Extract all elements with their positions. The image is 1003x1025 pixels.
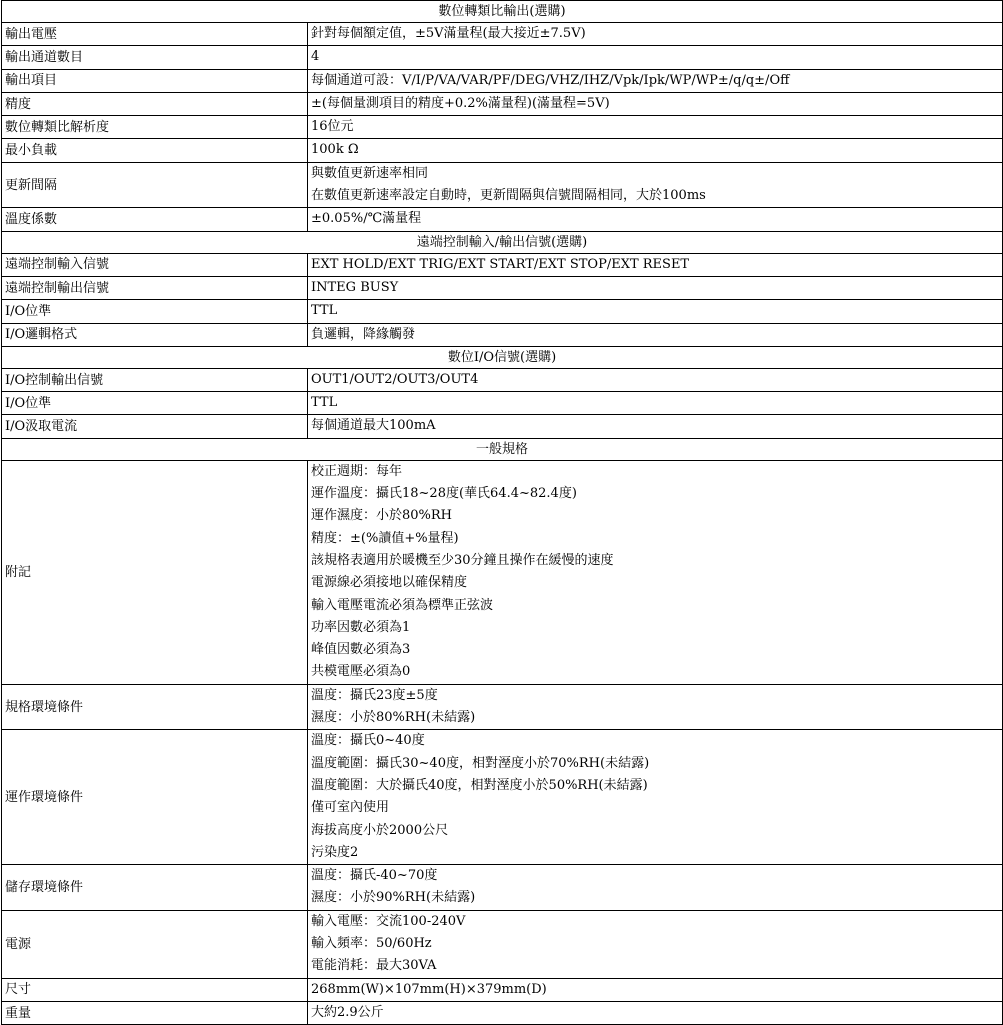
spec-value [308, 323, 1003, 346]
spec-value-line: 大約2.9公斤 [311, 1004, 384, 1020]
spec-row [2, 392, 1003, 415]
spec-value-line: 每個通道最大100mA [311, 418, 436, 434]
section-header-row [2, 438, 1003, 460]
spec-value-line: ±(每個量測項目的精度+0.2%滿量程)(滿量程=5V) [311, 95, 610, 111]
spec-value [308, 276, 1003, 299]
spec-row [2, 730, 1003, 865]
spec-value-line: 溫度：攝氏-40~70度 [311, 868, 438, 884]
spec-label: 精度 [2, 92, 308, 115]
spec-label: 重量 [2, 1001, 308, 1024]
spec-label: I/O控制輸出信號 [2, 368, 308, 391]
spec-value [308, 978, 1003, 1001]
spec-value-line: 運作濕度：小於80%RH [311, 508, 453, 524]
spec-row [2, 92, 1003, 115]
spec-label: 更新間隔 [2, 162, 308, 208]
spec-label: I/O邏輯格式 [2, 323, 308, 346]
spec-value-line: 輸入電壓：交流100-240V [311, 913, 466, 929]
spec-value-line: 共模電壓必須為0 [311, 664, 411, 680]
spec-row [2, 978, 1003, 1001]
spec-label: 遠端控制輸入信號 [2, 253, 308, 276]
spec-row [2, 116, 1003, 139]
section-header-row [2, 1, 1003, 23]
spec-value [308, 460, 1003, 684]
spec-value [308, 392, 1003, 415]
section-title: 數位I/O信號(選購) [2, 346, 1003, 368]
specification-table-body [2, 1, 1003, 1025]
spec-value-line: 溫度：攝氏23度±5度 [311, 687, 438, 703]
spec-row [2, 69, 1003, 92]
spec-row [2, 208, 1003, 231]
section-title: 數位轉類比輸出(選購) [2, 1, 1003, 23]
spec-row [2, 910, 1003, 978]
spec-value-line: 4 [311, 49, 320, 65]
spec-value [308, 865, 1003, 911]
spec-value [308, 300, 1003, 323]
section-header-row [2, 346, 1003, 368]
spec-row [2, 300, 1003, 323]
spec-value [308, 368, 1003, 391]
spec-row [2, 368, 1003, 391]
spec-value [308, 92, 1003, 115]
spec-value [308, 684, 1003, 730]
spec-value-line: 輸入頻率：50/60Hz [311, 935, 432, 951]
spec-value-line: 在數值更新速率設定自動時，更新間隔與信號間隔相同，大於100ms [311, 188, 706, 204]
spec-label: 尺寸 [2, 978, 308, 1001]
spec-label: 規格環境條件 [2, 684, 308, 730]
spec-row [2, 1001, 1003, 1024]
spec-value-line: 峰值因數必須為3 [311, 642, 411, 658]
spec-value-line: 輸入電壓電流必須為標準正弦波 [311, 597, 494, 613]
spec-row [2, 460, 1003, 684]
spec-value-line: TTL [311, 303, 338, 319]
spec-value-line: EXT HOLD/EXT TRIG/EXT START/EXT STOP/EXT RESET [311, 256, 690, 272]
spec-row [2, 253, 1003, 276]
spec-value-line: 僅可室內使用 [311, 800, 390, 816]
spec-value-line: 電能消耗：最大30VA [311, 958, 437, 974]
spec-value-line: 針對每個額定值，±5V滿量程(最大接近±7.5V) [311, 26, 586, 41]
spec-label: 輸出電壓 [2, 23, 308, 46]
section-title: 遠端控制輸入/輸出信號(選購) [2, 231, 1003, 253]
spec-label: 遠端控制輸出信號 [2, 276, 308, 299]
spec-label: 儲存環境條件 [2, 865, 308, 911]
spec-value-line: 溫度：攝氏0~40度 [311, 733, 425, 749]
spec-row [2, 23, 1003, 46]
spec-value-line: 電源線必須接地以確保精度 [311, 575, 468, 591]
spec-row [2, 46, 1003, 69]
spec-value [308, 69, 1003, 92]
spec-label: I/O位準 [2, 300, 308, 323]
spec-value-line: 該規格表適用於暖機至少30分鐘且操作在緩慢的速度 [311, 552, 614, 568]
spec-value [308, 23, 1003, 46]
spec-label: I/O位準 [2, 392, 308, 415]
spec-value-line: 精度：±(%讀值+%量程) [311, 530, 459, 546]
spec-label: 電源 [2, 910, 308, 978]
spec-value [308, 116, 1003, 139]
spec-value-line: 溫度範圍：攝氏30~40度，相對溼度小於70%RH(未結露) [311, 755, 650, 771]
spec-value-line: 每個通道可設：V/I/P/VA/VAR/PF/DEG/VHZ/IHZ/Vpk/Ipk/WP/WP±/q/q±/Off [311, 72, 790, 88]
spec-row [2, 415, 1003, 438]
spec-value-line: 與數值更新速率相同 [311, 165, 429, 181]
spec-value-line: 268mm(W)×107mm(H)×379mm(D) [311, 981, 547, 997]
spec-label: I/O汲取電流 [2, 415, 308, 438]
spec-value [308, 910, 1003, 978]
specification-table [1, 0, 1003, 1025]
spec-value-line: 功率因數必須為1 [311, 619, 411, 635]
spec-value-line: 運作溫度：攝氏18~28度(華氏64.4~82.4度) [311, 486, 577, 502]
spec-row [2, 865, 1003, 911]
spec-row [2, 684, 1003, 730]
spec-value-line: 負邏輯，降緣觸發 [311, 326, 416, 342]
spec-value [308, 253, 1003, 276]
spec-value-line: INTEG BUSY [311, 279, 399, 295]
spec-label: 運作環境條件 [2, 730, 308, 865]
spec-value-line: ±0.05%/℃滿量程 [311, 211, 422, 227]
section-title: 一般規格 [2, 438, 1003, 460]
spec-row [2, 162, 1003, 208]
section-header-row [2, 231, 1003, 253]
spec-value-line: OUT1/OUT2/OUT3/OUT4 [311, 371, 479, 387]
spec-value [308, 208, 1003, 231]
spec-value-line: 濕度：小於80%RH(未結露) [311, 710, 476, 726]
spec-value [308, 730, 1003, 865]
spec-value-line: 海拔高度小於2000公尺 [311, 822, 449, 838]
spec-value-line: TTL [311, 395, 338, 411]
spec-row [2, 323, 1003, 346]
spec-value [308, 1001, 1003, 1024]
spec-value-line: 16位元 [311, 119, 354, 135]
spec-label: 數位轉類比解析度 [2, 116, 308, 139]
spec-label: 溫度係數 [2, 208, 308, 231]
spec-row [2, 139, 1003, 162]
spec-value-line: 溫度範圍：大於攝氏40度，相對溼度小於50%RH(未結露) [311, 777, 648, 793]
spec-label: 附記 [2, 460, 308, 684]
spec-value-line: 污染度2 [311, 844, 359, 860]
spec-value-line: 100k Ω [311, 142, 359, 158]
spec-value-line: 校正週期：每年 [311, 463, 403, 479]
spec-value [308, 162, 1003, 208]
spec-value [308, 139, 1003, 162]
spec-label: 輸出項目 [2, 69, 308, 92]
spec-label: 輸出通道數目 [2, 46, 308, 69]
spec-value [308, 415, 1003, 438]
spec-value [308, 46, 1003, 69]
spec-value-line: 濕度：小於90%RH(未結露) [311, 890, 476, 906]
spec-row [2, 276, 1003, 299]
spec-label: 最小負載 [2, 139, 308, 162]
